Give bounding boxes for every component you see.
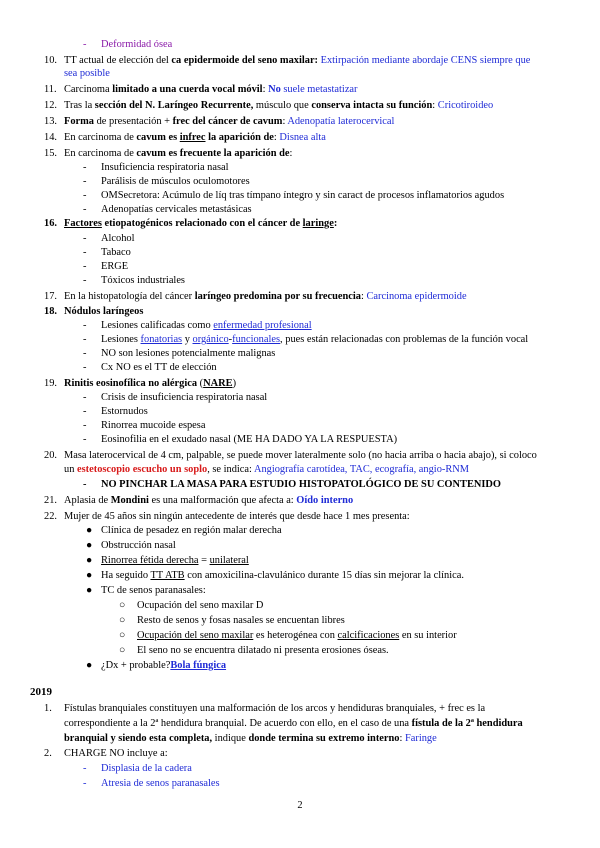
link-enfermedad-profesional[interactable]: enfermedad profesional [213, 320, 312, 331]
document-page: - Deformidad ósea 10. TT actual de elección del ca epidermoide del seno maxilar: Extirpación mediante abordaje CENS siempre que sea posible 11. Carcinoma limitado a una cuerda vocal móvil: No suele metastatizar 12. Tras la sección del N. Laríngeo Recurrente, músculo que conserva intacta su función: Cricotiroideo 13. Forma de presentación + frec del cáncer de cavum: Adenopatía laterocervical 14. En carcinoma de cavum es infrec la aparición de: Disnea alta 15. En carcinoma de cavum es frecuente la aparición de: - Insuficiencia respiratoria nasal - Parálisis de músculos oculomotores - OMSecretora: Acúmulo de líq tras tímpano íntegro y sin caract de procesos inflamatorios agudos - Adenopatías cervicales metastásicas 16. Factores etiopatogénicos relacionado con el cáncer de laringe: - Alcohol - Tabaco - ERGE - Tóxicos industriales 17. En la histopatología del cáncer laríngeo predomina por su frecuencia: Carcinoma epidermoide 18. Nódulos laríngeos - Lesiones calificadas como enfermedad profesional - Lesiones fonatorias y orgánico-funcionales, pues están relacionadas con problemas de la función vocal - NO son lesiones potencialmente malignas - Cx NO es el TT de elección 19. Rinitis eosinofílica no alérgica (NARE) - Crisis de insuficiencia respiratoria nasal - Estornudos - Rinorrea mucoide espesa - Eosinofilia en el exudado nasal (ME HA DADO YA LA RESPUESTA) 20. Masa laterocervical de 4 cm, palpable, se puede mover lateralmente solo (no hacia arriba o hacia abajo), si coloco un estetoscopio escucho un soplo, se indica: Angiografía carotídea, TAC, ecografía, angio-RNM - NO PINCHAR LA MASA PARA ESTUDIO HISTOPATOLÓGICO DE SU CONTENIDO 21. Aplasia de Mondini es una malformación que afecta a: Oído interno 22. Mujer de 45 años sin ningún antecedente de interés que desde hace 1 mes presenta: ● Clínica de pesadez en región malar derecha ● Obstrucción nasal ● Rinorrea fétida derecha = unilateral ● Ha seguido TT ATB con amoxicilina-clavulánico durante 15 días sin mejorar la clínica. ● TC de senos paranasales: ○ Ocupación del seno maxilar D ○ Resto de senos y fosas nasales se encuentan libres ○ Ocupación del seno maxilar es heterogénea con calcificaciones en su interior ○ El seno no se encuentra dilatado ni presenta erosiones óseas. ● ¿Dx + probable?Bola fúngica 2019 1. Fístulas branquiales constituyen una malformación de los arcos y hendiduras branquiales, + frec es la correspondiente a la 2ª hendidura branquial. De acuerdo con ello, en el caso de una fístula de la 2ª hendidura branquial y siendo esta completa, indique donde termina su extremo interno: Faringe 2. CHARGE NO incluye a: - Displasia de la cadera - Atresia de senos paranasales 2 [0, 0, 600, 848]
page-number: 2 [297, 800, 303, 811]
link-funcionales[interactable]: funcionales [232, 334, 281, 345]
link-fonatorias[interactable]: fonatorias [140, 334, 183, 345]
link-bola-fungica[interactable]: Bola fúngica [170, 660, 227, 671]
link-organico[interactable]: orgánico [192, 334, 229, 345]
